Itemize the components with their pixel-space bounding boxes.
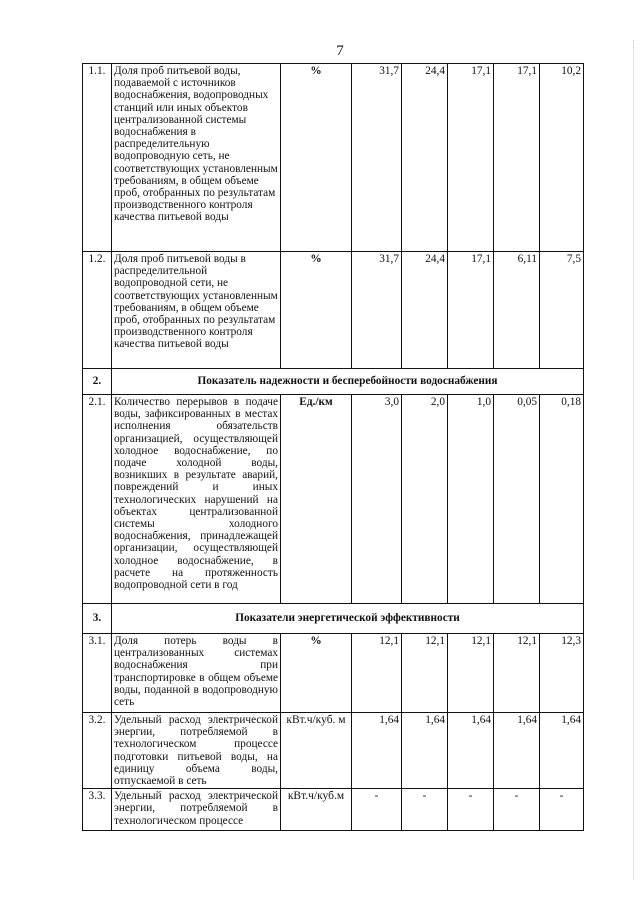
table-row xyxy=(83,252,584,369)
page-number: 7 xyxy=(336,43,344,59)
unit-cell: Ед./км xyxy=(281,395,352,604)
value-cell: 12,1 xyxy=(402,634,448,713)
indicator-description: Доля проб питьевой воды в распределительной водопроводной сети, не соответствующих установленным требованиям, в общем объеме проб, отобранных по результатам производственного контроля качества питьевой воды xyxy=(112,252,281,369)
value-cell: 1,64 xyxy=(402,713,448,789)
row-number: 1.1. xyxy=(83,64,112,252)
row-number: 3.3. xyxy=(83,789,112,831)
value-cell: - xyxy=(402,789,448,831)
value-cell: 12,1 xyxy=(352,634,402,713)
section-number: 3. xyxy=(83,604,112,634)
value-cell: 1,0 xyxy=(448,395,494,604)
value-cell: - xyxy=(352,789,402,831)
section-title: Показатели энергетической эффективности xyxy=(112,604,584,634)
value-cell: 24,4 xyxy=(402,64,448,252)
value-cell: 12,1 xyxy=(448,634,494,713)
section-number: 2. xyxy=(83,369,112,395)
value-cell: 1,64 xyxy=(352,713,402,789)
section-header-row xyxy=(83,369,584,395)
value-cell: 2,0 xyxy=(402,395,448,604)
table-row xyxy=(83,395,584,604)
value-cell: 17,1 xyxy=(494,64,540,252)
indicator-description: Количество перерывов в подаче воды, зафиксированных в местах исполнения обязательств организацией, осуществляющей холодное водоснабжение, по подаче холодной воды, возникших в результате аварий, повреждений и иных технологических нарушений на объектах централизованной системы холодного водоснабжения, принадлежащей организации, осуществляющей холодное водоснабжение, в расчете на протяженность водопроводной сети в год xyxy=(112,395,281,604)
value-cell: 12,1 xyxy=(494,634,540,713)
scan-edge-marks xyxy=(631,40,634,880)
unit-cell: кВт.ч/куб.м xyxy=(281,789,352,831)
value-cell: 31,7 xyxy=(352,64,402,252)
value-cell: 12,3 xyxy=(540,634,584,713)
row-number: 3.1. xyxy=(83,634,112,713)
value-cell: 1,64 xyxy=(448,713,494,789)
value-cell: - xyxy=(494,789,540,831)
unit-cell: % xyxy=(281,634,352,713)
indicator-description: Доля проб питьевой воды, подаваемой с источников водоснабжения, водопроводных станций или иных объектов централизованной системы водоснабжения в распределительную водопроводную сеть, не соответствующих установленным требованиям, в общем объеме проб, отобранных по результатам производственного контроля качества питьевой воды xyxy=(112,64,281,252)
row-number: 3.2. xyxy=(83,713,112,789)
value-cell: 1,64 xyxy=(540,713,584,789)
indicator-description: Доля потерь воды в централизованных системах водоснабжения при транспортировке в общем объеме воды, поданной в водопроводную сеть xyxy=(112,634,281,713)
row-number: 1.2. xyxy=(83,252,112,369)
value-cell: - xyxy=(448,789,494,831)
value-cell: 17,1 xyxy=(448,252,494,369)
section-header-row xyxy=(83,604,584,634)
unit-cell: % xyxy=(281,252,352,369)
value-cell: 6,11 xyxy=(494,252,540,369)
value-cell: 1,64 xyxy=(494,713,540,789)
value-cell: 24,4 xyxy=(402,252,448,369)
unit-cell: кВт.ч/куб. м xyxy=(281,713,352,789)
indicator-description: Удельный расход электрической энергии, потребляемой в технологическом процессе xyxy=(112,789,281,831)
unit-cell: % xyxy=(281,64,352,252)
value-cell: 31,7 xyxy=(352,252,402,369)
value-cell: 7,5 xyxy=(540,252,584,369)
value-cell: - xyxy=(540,789,584,831)
value-cell: 3,0 xyxy=(352,395,402,604)
value-cell: 17,1 xyxy=(448,64,494,252)
value-cell: 10,2 xyxy=(540,64,584,252)
value-cell: 0,18 xyxy=(540,395,584,604)
row-number: 2.1. xyxy=(83,395,112,604)
indicator-description: Удельный расход электрической энергии, потребляемой в технологическом процессе подготовки питьевой воды, на единицу объема воды, отпускаемой в сеть xyxy=(112,713,281,789)
indicators-table xyxy=(82,63,584,831)
table-row xyxy=(83,64,584,252)
table-row xyxy=(83,634,584,713)
table-row xyxy=(83,713,584,789)
table-row xyxy=(83,789,584,831)
value-cell: 0,05 xyxy=(494,395,540,604)
section-title: Показатель надежности и бесперебойности водоснабжения xyxy=(112,369,584,395)
